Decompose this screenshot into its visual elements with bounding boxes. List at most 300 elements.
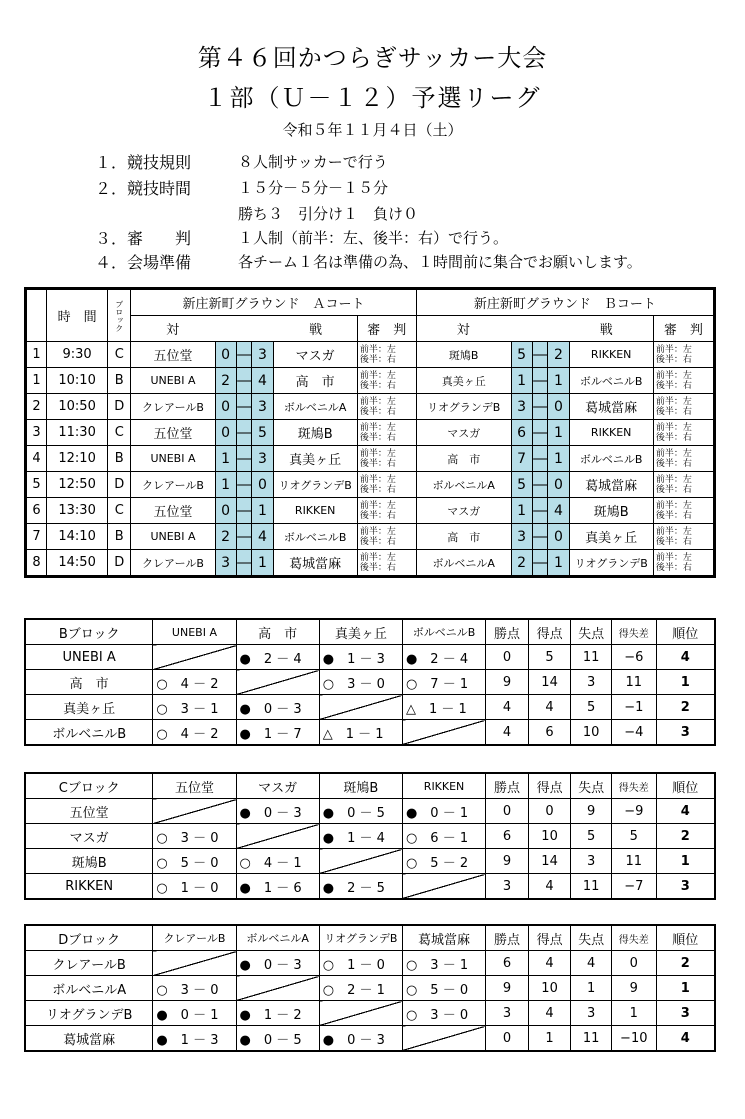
result-cell: ● 1 － 6: [236, 874, 319, 900]
team-name: UNEBI A: [25, 645, 153, 670]
court-b-ref-header: 審 判: [653, 316, 714, 342]
rule-text: １５分－５分－１５分: [238, 179, 389, 197]
stat-header: 順位: [656, 925, 715, 951]
away-team: ボルベニルB: [569, 446, 653, 472]
self-match-cell: [236, 670, 319, 695]
match-time: 9:30: [47, 342, 108, 368]
goals-for: 14: [528, 849, 571, 874]
points: 3: [486, 874, 529, 900]
team-name: RIKKEN: [25, 874, 153, 900]
away-score: 1: [548, 550, 569, 577]
schedule-row: [26, 368, 715, 394]
block-standings-table: [24, 924, 716, 1052]
result-cell: ○ 4 － 1: [236, 849, 319, 874]
home-score: 1: [215, 472, 236, 498]
result-cell: ● 2 － 5: [319, 874, 402, 900]
points: 9: [486, 670, 529, 695]
rule-name: ２．競技時間: [95, 179, 192, 198]
goal-difference: 11: [611, 849, 656, 874]
goal-difference: −6: [611, 645, 656, 670]
result-cell: △ 1 － 1: [402, 695, 485, 720]
home-team: ボルベニルA: [416, 472, 511, 498]
result-cell: ● 0 － 3: [236, 951, 319, 976]
away-team: 葛城當麻: [273, 550, 357, 577]
match-number: 1: [26, 368, 47, 394]
goal-difference: 11: [611, 670, 656, 695]
opponent-header: クレアールB: [153, 925, 236, 951]
goals-for: 10: [528, 824, 571, 849]
self-match-cell: [153, 799, 236, 824]
home-score: 0: [215, 498, 236, 524]
self-match-cell: [402, 720, 485, 746]
home-score: 2: [215, 524, 236, 550]
goals-for: 0: [528, 799, 571, 824]
home-team: 五位堂: [131, 342, 215, 368]
score-dash: ―: [532, 342, 548, 368]
result-cell: ● 0 － 5: [236, 1026, 319, 1052]
stat-header: 順位: [656, 773, 715, 799]
ref-first-half: 前半：左: [359, 396, 396, 407]
goals-against: 11: [571, 874, 612, 900]
event-date: 令和５年１１月４日（土）: [282, 121, 463, 139]
home-team: クレアールB: [131, 550, 215, 577]
rule-text: １人制（前半：左、後半：右）で行う。: [238, 229, 509, 247]
score-dash: ―: [532, 472, 548, 498]
match-number: 8: [26, 550, 47, 577]
result-cell: ● 0 － 1: [153, 1001, 236, 1026]
goals-against: 3: [571, 670, 612, 695]
home-team: UNEBI A: [131, 524, 215, 550]
ref-first-half: 前半：左: [359, 448, 396, 459]
stat-header: 得点: [528, 773, 571, 799]
opponent-header: RIKKEN: [402, 773, 485, 799]
referee-cell: [653, 498, 714, 524]
referee-cell: [357, 368, 416, 394]
away-score: 4: [252, 368, 273, 394]
match-block: B: [108, 368, 131, 394]
away-team: 葛城當麻: [569, 472, 653, 498]
home-score: 3: [511, 524, 532, 550]
home-team: ボルベニルA: [416, 550, 511, 577]
referee-cell: [357, 472, 416, 498]
away-team: 斑鳩B: [273, 420, 357, 446]
result-cell: ○ 5 － 0: [153, 849, 236, 874]
result-cell: ● 2 － 4: [402, 645, 485, 670]
goals-for: 4: [528, 951, 571, 976]
team-name: 五位堂: [25, 799, 153, 824]
self-match-cell: [319, 849, 402, 874]
score-dash: ―: [236, 498, 252, 524]
stat-header: 得点: [528, 925, 571, 951]
ref-first-half: 前半：左: [655, 526, 692, 537]
goals-against: 1: [571, 976, 612, 1001]
home-score: 1: [511, 498, 532, 524]
away-score: 0: [252, 472, 273, 498]
referee-cell: [357, 420, 416, 446]
score-dash: ―: [236, 342, 252, 368]
block-standings-table: [24, 772, 716, 900]
schedule-row: [26, 498, 715, 524]
referee-cell: [357, 550, 416, 577]
home-score: 5: [511, 342, 532, 368]
points: 6: [486, 824, 529, 849]
goals-for: 4: [528, 874, 571, 900]
away-team: ボルベニルA: [273, 394, 357, 420]
home-score: 1: [511, 368, 532, 394]
home-score: 0: [215, 342, 236, 368]
goal-difference: −4: [611, 720, 656, 746]
rank: 2: [656, 824, 715, 849]
home-score: 0: [215, 394, 236, 420]
schedule-row: [26, 446, 715, 472]
away-score: 1: [548, 368, 569, 394]
stat-header: 得失差: [611, 925, 656, 951]
referee-cell: [653, 368, 714, 394]
standings-row: [25, 670, 715, 695]
goals-against: 11: [571, 645, 612, 670]
away-score: 3: [252, 446, 273, 472]
goal-difference: −7: [611, 874, 656, 900]
stat-header: 得失差: [611, 773, 656, 799]
match-time: 10:50: [47, 394, 108, 420]
match-time: 14:50: [47, 550, 108, 577]
stat-header: 勝点: [486, 925, 529, 951]
goal-difference: −9: [611, 799, 656, 824]
home-score: 3: [215, 550, 236, 577]
standings-row: [25, 645, 715, 670]
rule-text: ８人制サッカーで行う: [238, 153, 388, 171]
match-time: 14:10: [47, 524, 108, 550]
result-cell: ○ 3 － 0: [153, 824, 236, 849]
ref-first-half: 前半：左: [655, 344, 692, 355]
ref-first-half: 前半：左: [655, 422, 692, 433]
ref-first-half: 前半：左: [655, 474, 692, 485]
rank: 3: [656, 720, 715, 746]
away-team: 斑鳩B: [569, 498, 653, 524]
self-match-cell: [236, 976, 319, 1001]
points: 0: [486, 799, 529, 824]
referee-cell: [357, 342, 416, 368]
referee-cell: [357, 524, 416, 550]
referee-cell: [653, 342, 714, 368]
match-number: 7: [26, 524, 47, 550]
referee-cell: [653, 550, 714, 577]
standings-row: [25, 874, 715, 900]
points: 3: [486, 1001, 529, 1026]
score-dash: ―: [236, 420, 252, 446]
away-score: 0: [548, 472, 569, 498]
match-block: D: [108, 550, 131, 577]
result-cell: ○ 6 － 1: [402, 824, 485, 849]
referee-cell: [653, 446, 714, 472]
away-score: 1: [252, 550, 273, 577]
ref-second-half: 後半：右: [655, 406, 692, 417]
schedule-row: [26, 342, 715, 368]
result-cell: ○ 5 － 2: [402, 849, 485, 874]
home-team: クレアールB: [131, 472, 215, 498]
ref-first-half: 前半：左: [359, 526, 396, 537]
standings-row: [25, 1026, 715, 1052]
away-team: 高 市: [273, 368, 357, 394]
home-team: UNEBI A: [131, 368, 215, 394]
opponent-header: 五位堂: [153, 773, 236, 799]
rank: 4: [656, 645, 715, 670]
block-name: Bブロック: [25, 619, 153, 645]
result-cell: ● 0 － 1: [402, 799, 485, 824]
standings-row: [25, 695, 715, 720]
self-match-cell: [236, 824, 319, 849]
result-cell: ● 1 － 4: [319, 824, 402, 849]
standings-row: [25, 951, 715, 976]
result-cell: ● 1 － 2: [236, 1001, 319, 1026]
away-score: 5: [252, 420, 273, 446]
goals-against: 11: [571, 1026, 612, 1052]
opponent-header: 斑鳩B: [319, 773, 402, 799]
ref-first-half: 前半：左: [359, 474, 396, 485]
score-dash: ―: [236, 446, 252, 472]
score-dash: ―: [236, 524, 252, 550]
score-dash: ―: [532, 420, 548, 446]
home-team: 高 市: [416, 446, 511, 472]
goals-against: 3: [571, 849, 612, 874]
away-score: 2: [548, 342, 569, 368]
block-header: ブロック: [108, 289, 131, 342]
home-team: UNEBI A: [131, 446, 215, 472]
tournament-title: 第４６回かつらぎサッカー大会: [197, 44, 548, 72]
rule-text: 各チーム１名は準備の為、１時間前に集合でお願いします。: [238, 253, 642, 271]
goals-against: 4: [571, 951, 612, 976]
self-match-cell: [319, 695, 402, 720]
away-team: 葛城當麻: [569, 394, 653, 420]
result-cell: ● 2 － 4: [236, 645, 319, 670]
away-team: リオグランデB: [569, 550, 653, 577]
team-name: 斑鳩B: [25, 849, 153, 874]
away-team: RIKKEN: [273, 498, 357, 524]
stat-header: 得点: [528, 619, 571, 645]
ref-first-half: 前半：左: [655, 370, 692, 381]
home-team: 斑鳩B: [416, 342, 511, 368]
match-block: D: [108, 394, 131, 420]
opponent-header: 葛城當麻: [402, 925, 485, 951]
goals-for: 14: [528, 670, 571, 695]
result-cell: ○ 2 － 1: [319, 976, 402, 1001]
away-team: RIKKEN: [569, 342, 653, 368]
ref-second-half: 後半：右: [359, 484, 396, 495]
points: 9: [486, 976, 529, 1001]
ref-second-half: 後半：右: [359, 380, 396, 391]
court-b-match-header: 対 戦: [416, 316, 653, 342]
away-team: 真美ヶ丘: [273, 446, 357, 472]
result-cell: △ 1 － 1: [319, 720, 402, 746]
referee-cell: [653, 472, 714, 498]
opponent-header: マスガ: [236, 773, 319, 799]
score-dash: ―: [236, 550, 252, 577]
away-score: 1: [548, 420, 569, 446]
away-score: 4: [548, 498, 569, 524]
result-cell: ○ 4 － 2: [153, 670, 236, 695]
ref-second-half: 後半：右: [359, 536, 396, 547]
match-number: 4: [26, 446, 47, 472]
home-score: 5: [511, 472, 532, 498]
opponent-header: ボルベニルA: [236, 925, 319, 951]
schedule-row: [26, 524, 715, 550]
home-team: 高 市: [416, 524, 511, 550]
ref-first-half: 前半：左: [655, 448, 692, 459]
result-cell: ○ 3 － 1: [153, 695, 236, 720]
match-block: B: [108, 524, 131, 550]
goals-for: 6: [528, 720, 571, 746]
goals-for: 4: [528, 1001, 571, 1026]
block-name: Cブロック: [25, 773, 153, 799]
stat-header: 順位: [656, 619, 715, 645]
stat-header: 勝点: [486, 773, 529, 799]
ref-second-half: 後半：右: [359, 458, 396, 469]
team-name: 葛城當麻: [25, 1026, 153, 1052]
opponent-header: リオグランデB: [319, 925, 402, 951]
goals-against: 5: [571, 695, 612, 720]
self-match-cell: [153, 951, 236, 976]
schedule-row: [26, 550, 715, 577]
ref-second-half: 後半：右: [359, 562, 396, 573]
home-team: 五位堂: [131, 498, 215, 524]
score-dash: ―: [532, 394, 548, 420]
points: 0: [486, 645, 529, 670]
away-score: 1: [252, 498, 273, 524]
home-team: リオグランデB: [416, 394, 511, 420]
home-team: クレアールB: [131, 394, 215, 420]
match-time: 11:30: [47, 420, 108, 446]
away-score: 0: [548, 524, 569, 550]
goal-difference: 5: [611, 824, 656, 849]
ref-second-half: 後半：右: [359, 432, 396, 443]
result-cell: ● 0 － 3: [236, 695, 319, 720]
score-dash: ―: [532, 524, 548, 550]
block-standings-table: [24, 618, 716, 746]
block-name: Dブロック: [25, 925, 153, 951]
rank: 4: [656, 799, 715, 824]
away-team: 真美ヶ丘: [569, 524, 653, 550]
ref-first-half: 前半：左: [359, 552, 396, 563]
team-name: 真美ヶ丘: [25, 695, 153, 720]
match-number: 1: [26, 342, 47, 368]
ref-second-half: 後半：右: [655, 458, 692, 469]
rank: 1: [656, 849, 715, 874]
ref-first-half: 前半：左: [359, 344, 396, 355]
points: 4: [486, 720, 529, 746]
standings-row: [25, 799, 715, 824]
home-score: 2: [215, 368, 236, 394]
self-match-cell: [402, 1026, 485, 1052]
ref-first-half: 前半：左: [359, 422, 396, 433]
goals-for: 4: [528, 695, 571, 720]
home-score: 7: [511, 446, 532, 472]
home-score: 1: [215, 446, 236, 472]
ref-second-half: 後半：右: [655, 380, 692, 391]
self-match-cell: [319, 1001, 402, 1026]
match-block: D: [108, 472, 131, 498]
home-score: 0: [215, 420, 236, 446]
goals-against: 5: [571, 824, 612, 849]
result-cell: ● 1 － 3: [153, 1026, 236, 1052]
ref-second-half: 後半：右: [655, 510, 692, 521]
goal-difference: 0: [611, 951, 656, 976]
standings-row: [25, 976, 715, 1001]
ref-first-half: 前半：左: [655, 396, 692, 407]
home-team: 五位堂: [131, 420, 215, 446]
ref-first-half: 前半：左: [359, 500, 396, 511]
match-number: 2: [26, 394, 47, 420]
away-score: 3: [252, 394, 273, 420]
points: 6: [486, 951, 529, 976]
schedule-table: [24, 287, 716, 578]
home-team: マスガ: [416, 498, 511, 524]
match-block: B: [108, 446, 131, 472]
home-score: 3: [511, 394, 532, 420]
away-team: リオグランデB: [273, 472, 357, 498]
result-cell: ● 1 － 3: [319, 645, 402, 670]
match-time: 13:30: [47, 498, 108, 524]
referee-cell: [357, 394, 416, 420]
ref-second-half: 後半：右: [359, 510, 396, 521]
rank: 4: [656, 1026, 715, 1052]
opponent-header: 高 市: [236, 619, 319, 645]
match-block: C: [108, 420, 131, 446]
stat-header: 失点: [571, 925, 612, 951]
ref-second-half: 後半：右: [655, 562, 692, 573]
match-number: 6: [26, 498, 47, 524]
home-score: 2: [511, 550, 532, 577]
rank: 1: [656, 976, 715, 1001]
away-score: 1: [548, 446, 569, 472]
result-cell: ● 0 － 5: [319, 799, 402, 824]
referee-cell: [653, 524, 714, 550]
result-cell: ○ 3 － 0: [319, 670, 402, 695]
ref-second-half: 後半：右: [359, 406, 396, 417]
goals-for: 5: [528, 645, 571, 670]
away-score: 4: [252, 524, 273, 550]
points: 0: [486, 1026, 529, 1052]
match-time: 12:50: [47, 472, 108, 498]
ref-second-half: 後半：右: [359, 354, 396, 365]
result-cell: ○ 1 － 0: [153, 874, 236, 900]
standings-row: [25, 720, 715, 746]
stat-header: 勝点: [486, 619, 529, 645]
goal-difference: 9: [611, 976, 656, 1001]
goals-against: 3: [571, 1001, 612, 1026]
home-team: 真美ヶ丘: [416, 368, 511, 394]
self-match-cell: [402, 874, 485, 900]
match-number: 5: [26, 472, 47, 498]
court-a-header: 新庄新町グラウンド Ａコート: [131, 289, 416, 316]
referee-cell: [357, 446, 416, 472]
score-dash: ―: [236, 472, 252, 498]
league-title: １部（Ｕ－１２）予選リーグ: [203, 84, 542, 112]
goals-for: 1: [528, 1026, 571, 1052]
away-team: ボルベニルB: [273, 524, 357, 550]
result-cell: ● 0 － 3: [236, 799, 319, 824]
home-team: マスガ: [416, 420, 511, 446]
rule-name: ３．審 判: [95, 229, 192, 248]
goal-difference: −10: [611, 1026, 656, 1052]
stat-header: 失点: [571, 773, 612, 799]
result-cell: ● 0 － 3: [319, 1026, 402, 1052]
away-team: RIKKEN: [569, 420, 653, 446]
score-dash: ―: [532, 550, 548, 577]
home-score: 6: [511, 420, 532, 446]
schedule-row: [26, 394, 715, 420]
opponent-header: ボルベニルB: [402, 619, 485, 645]
rank: 2: [656, 951, 715, 976]
